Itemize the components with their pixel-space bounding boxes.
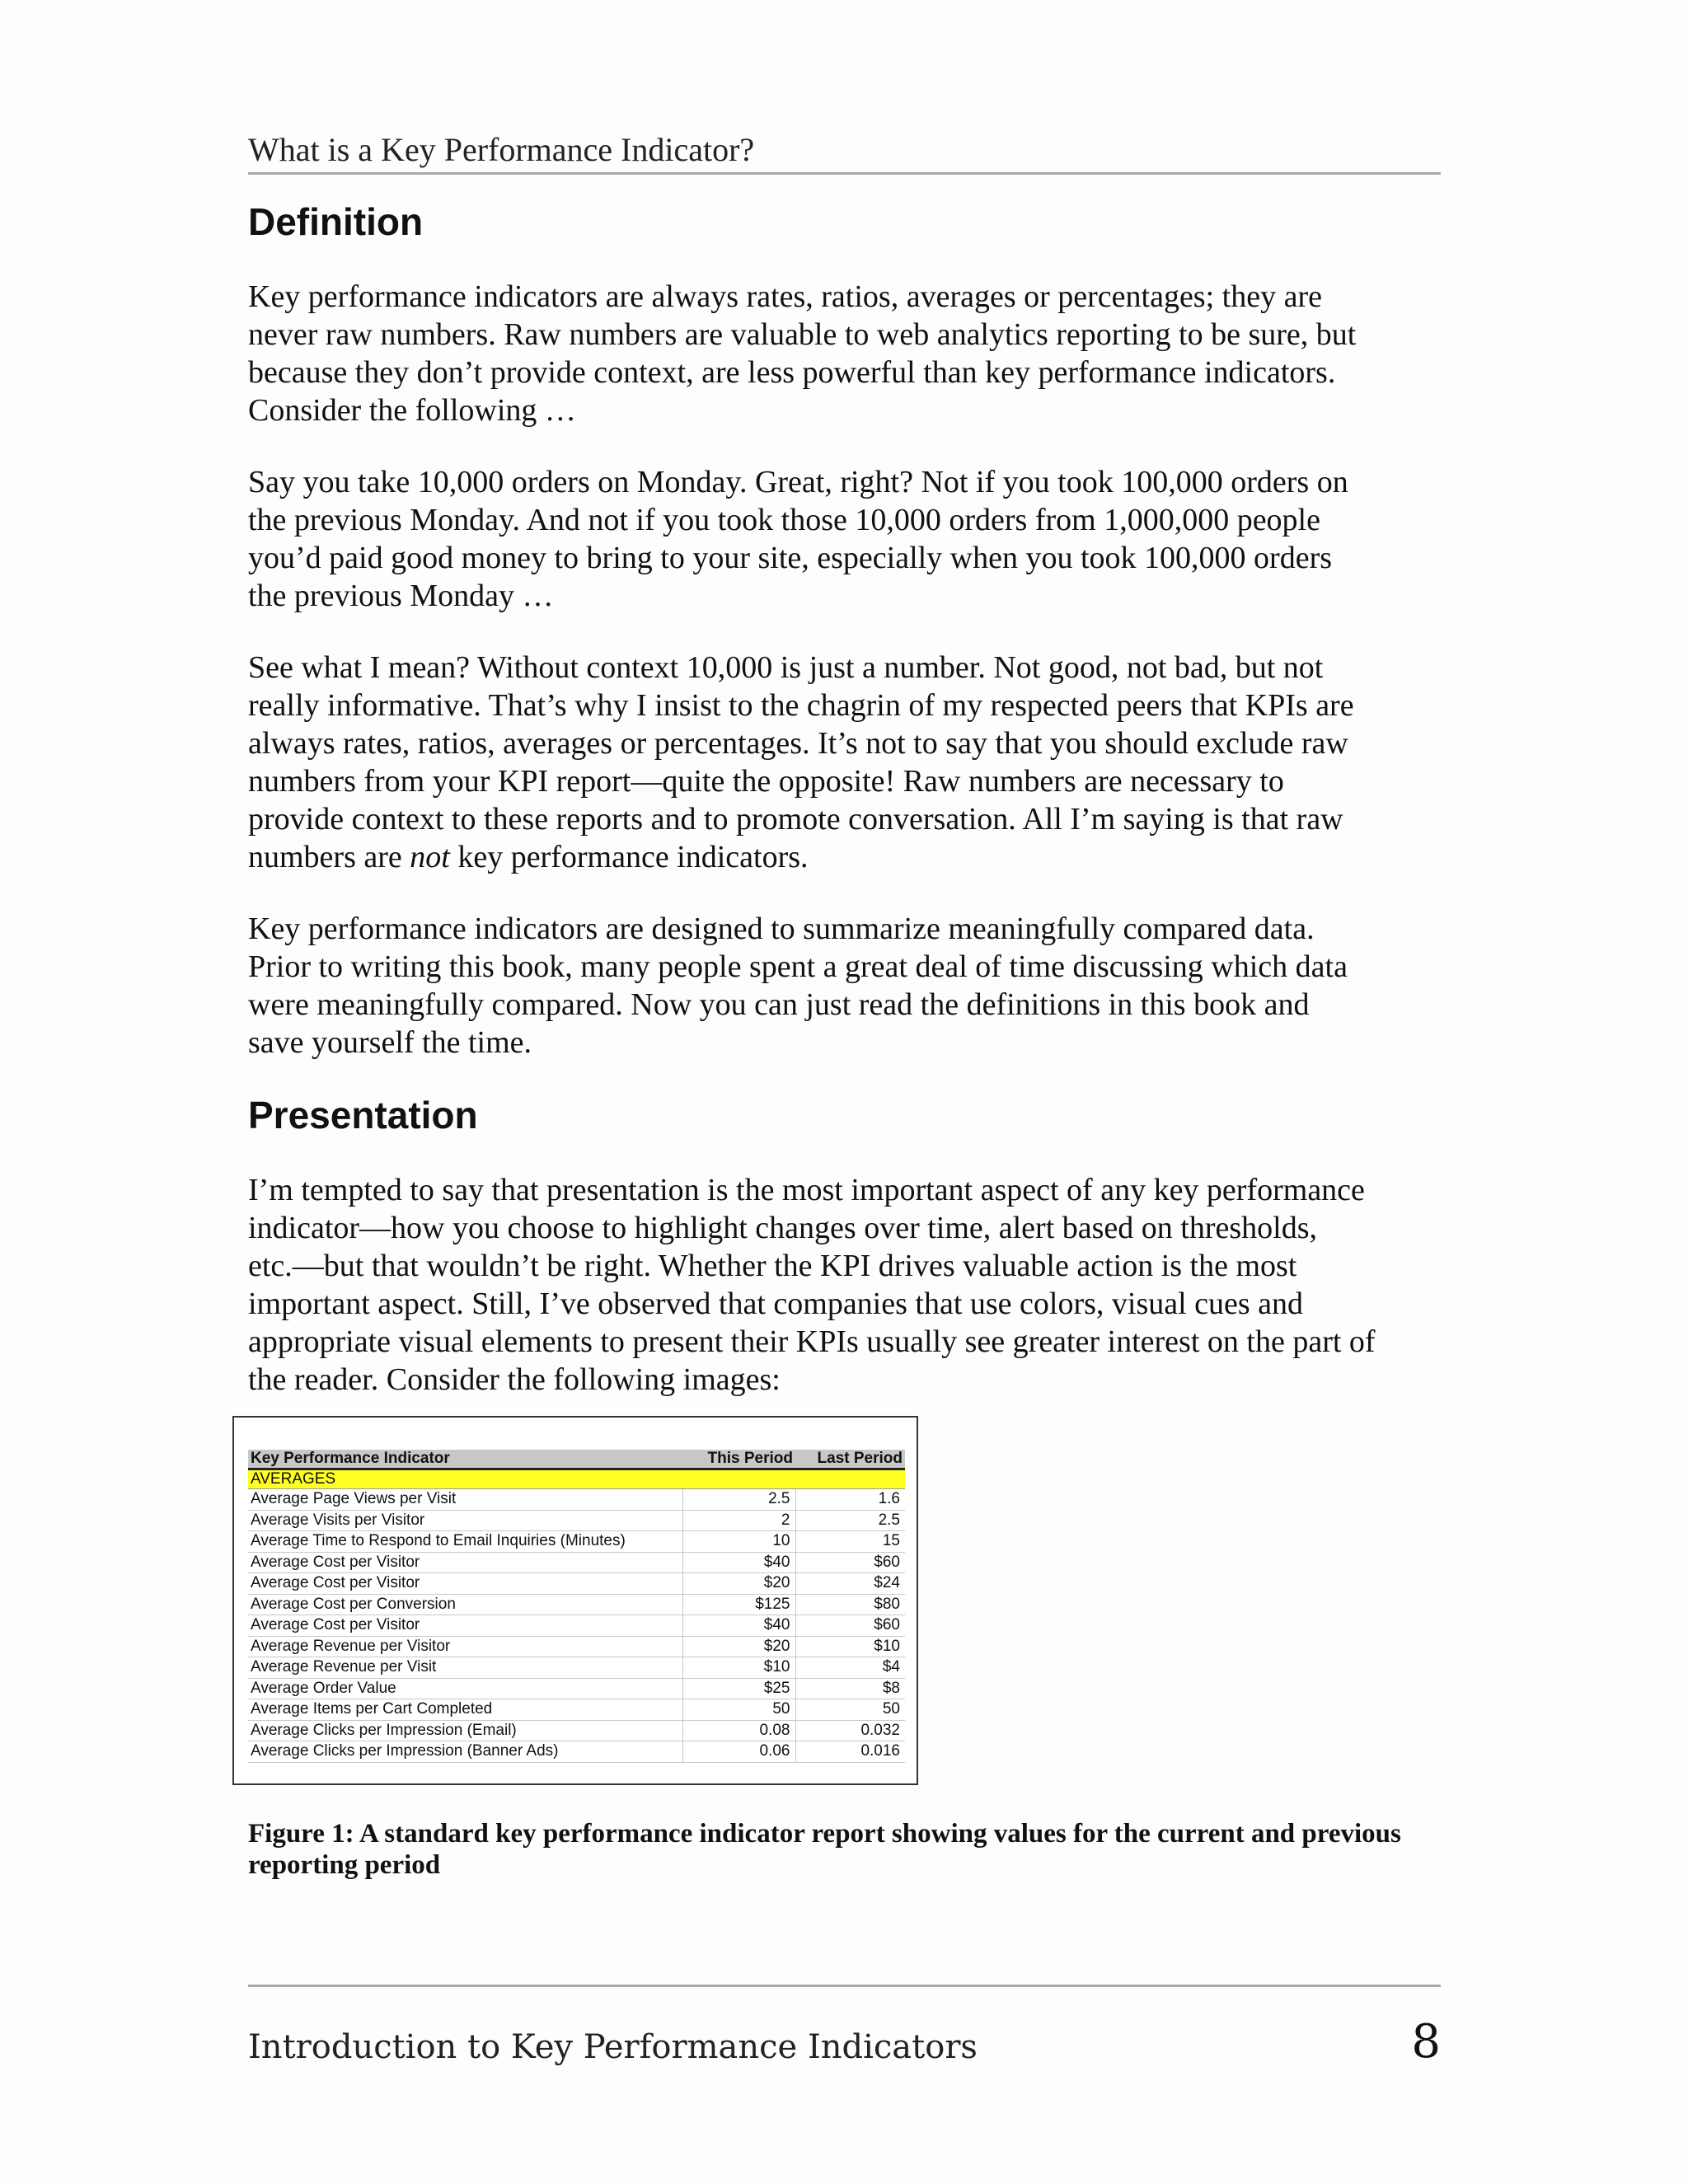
- text-line: you’d paid good money to bring to your site, especially when you took 100,000 orders: [248, 541, 1333, 575]
- this-period-cell: 50: [682, 1699, 795, 1721]
- text-line: numbers from your KPI report—quite the opposite! Raw numbers are necessary to: [248, 764, 1284, 799]
- kpi-table: [248, 1450, 905, 1763]
- page-number: 8: [1411, 2015, 1441, 2069]
- kpi-name-cell: Average Cost per Visitor: [248, 1552, 682, 1573]
- column-header: Last Period: [795, 1450, 905, 1469]
- text-line: indicator—how you choose to highlight changes over time, alert based on thresholds,: [248, 1211, 1317, 1245]
- last-period-cell: 2.5: [795, 1510, 905, 1531]
- last-period-cell: $24: [795, 1573, 905, 1595]
- this-period-cell: $20: [682, 1573, 795, 1595]
- table-row: [248, 1720, 905, 1741]
- header-rule: [248, 172, 1441, 175]
- text-line: numbers are not key performance indicators.: [248, 840, 809, 874]
- last-period-cell: 0.016: [795, 1741, 905, 1763]
- text-line: important aspect. Still, I’ve observed that companies that use colors, visual cues and: [248, 1286, 1304, 1321]
- heading-definition: Definition: [248, 200, 424, 243]
- last-period-cell: 1.6: [795, 1489, 905, 1511]
- kpi-name-cell: Average Revenue per Visit: [248, 1657, 682, 1679]
- text-line: Key performance indicators are always rates, ratios, averages or percentages; they are: [248, 279, 1322, 314]
- this-period-cell: 2: [682, 1510, 795, 1531]
- text-line: the previous Monday …: [248, 579, 554, 613]
- last-period-cell: 50: [795, 1699, 905, 1721]
- last-period-cell: $60: [795, 1615, 905, 1637]
- kpi-name-cell: Average Cost per Conversion: [248, 1594, 682, 1615]
- table-row: [248, 1636, 905, 1657]
- footer-rule: [248, 1985, 1441, 1987]
- last-period-cell: 15: [795, 1531, 905, 1553]
- table-row: [248, 1678, 905, 1699]
- emphasis-not: not: [410, 840, 450, 874]
- table-row: [248, 1489, 905, 1511]
- heading-presentation: Presentation: [248, 1094, 478, 1137]
- column-header: This Period: [682, 1450, 795, 1469]
- table-row: [248, 1510, 905, 1531]
- this-period-cell: 2.5: [682, 1489, 795, 1511]
- this-period-cell: $40: [682, 1552, 795, 1573]
- table-row: [248, 1552, 905, 1573]
- text-line: Key performance indicators are designed to summarize meaningfully compared data.: [248, 912, 1315, 946]
- this-period-cell: $10: [682, 1657, 795, 1679]
- text-line: never raw numbers. Raw numbers are valuable to web analytics reporting to be sure, but: [248, 317, 1357, 352]
- this-period-cell: 10: [682, 1531, 795, 1553]
- this-period-cell: $20: [682, 1636, 795, 1657]
- kpi-name-cell: Average Revenue per Visitor: [248, 1636, 682, 1657]
- kpi-name-cell: Average Visits per Visitor: [248, 1510, 682, 1531]
- text-line: the previous Monday. And not if you took those 10,000 orders from 1,000,000 people: [248, 503, 1320, 537]
- text-line: save yourself the time.: [248, 1025, 532, 1060]
- column-header: Key Performance Indicator: [248, 1450, 682, 1469]
- last-period-cell: $10: [795, 1636, 905, 1657]
- table-row: [248, 1573, 905, 1595]
- this-period-cell: $25: [682, 1678, 795, 1699]
- caption-line: reporting period: [248, 1850, 441, 1880]
- table-row: [248, 1657, 905, 1679]
- paragraph: [248, 278, 1451, 429]
- this-period-cell: 0.08: [682, 1720, 795, 1741]
- text-line: provide context to these reports and to promote conversation. All I’m saying is that raw: [248, 802, 1343, 837]
- text-line: Consider the following …: [248, 393, 576, 428]
- group-label: AVERAGES: [248, 1469, 905, 1489]
- table-header-row: [248, 1450, 905, 1469]
- text-line: appropriate visual elements to present their KPIs usually see greater interest on the part of: [248, 1324, 1376, 1359]
- paragraph: [248, 910, 1451, 1062]
- text-line: See what I mean? Without context 10,000 is just a number. Not good, not bad, but not: [248, 650, 1324, 685]
- text-line: the reader. Consider the following images:: [248, 1362, 781, 1397]
- kpi-name-cell: Average Cost per Visitor: [248, 1573, 682, 1595]
- last-period-cell: $4: [795, 1657, 905, 1679]
- table-row: [248, 1699, 905, 1721]
- text-line: always rates, ratios, averages or percentages. It’s not to say that you should exclude raw: [248, 726, 1348, 761]
- text-line: I’m tempted to say that presentation is the most important aspect of any key performance: [248, 1173, 1365, 1207]
- last-period-cell: $60: [795, 1552, 905, 1573]
- last-period-cell: $8: [795, 1678, 905, 1699]
- text-line: really informative. That’s why I insist to the chagrin of my respected peers that KPIs are: [248, 688, 1354, 723]
- kpi-name-cell: Average Page Views per Visit: [248, 1489, 682, 1511]
- table-row: [248, 1531, 905, 1553]
- kpi-name-cell: Average Clicks per Impression (Banner Ads): [248, 1741, 682, 1763]
- kpi-name-cell: Average Time to Respond to Email Inquiries (Minutes): [248, 1531, 682, 1553]
- running-footer: Introduction to Key Performance Indicators: [248, 2028, 978, 2066]
- text-line: Prior to writing this book, many people spent a great deal of time discussing which data: [248, 949, 1348, 984]
- figure-kpi-report: [232, 1416, 918, 1785]
- paragraph: [248, 649, 1451, 876]
- paragraph: [248, 1171, 1451, 1399]
- this-period-cell: $125: [682, 1594, 795, 1615]
- table-row: [248, 1741, 905, 1763]
- last-period-cell: 0.032: [795, 1720, 905, 1741]
- kpi-name-cell: Average Clicks per Impression (Email): [248, 1720, 682, 1741]
- text-line: were meaningfully compared. Now you can just read the definitions in this book and: [248, 987, 1310, 1022]
- table-row: [248, 1615, 905, 1637]
- text-line: Say you take 10,000 orders on Monday. Great, right? Not if you took 100,000 orders on: [248, 465, 1348, 499]
- this-period-cell: 0.06: [682, 1741, 795, 1763]
- text-line: etc.—but that wouldn’t be right. Whether the KPI drives valuable action is the most: [248, 1249, 1297, 1283]
- this-period-cell: $40: [682, 1615, 795, 1637]
- running-header: What is a Key Performance Indicator?: [248, 131, 755, 168]
- group-row: [248, 1469, 905, 1489]
- figure-caption: [248, 1818, 1451, 1881]
- paragraph: [248, 463, 1451, 615]
- kpi-name-cell: Average Order Value: [248, 1678, 682, 1699]
- kpi-name-cell: Average Items per Cart Completed: [248, 1699, 682, 1721]
- last-period-cell: $80: [795, 1594, 905, 1615]
- kpi-name-cell: Average Cost per Visitor: [248, 1615, 682, 1637]
- caption-line: Figure 1: A standard key performance indicator report showing values for the current and previous: [248, 1819, 1401, 1849]
- table-row: [248, 1594, 905, 1615]
- text-line: because they don’t provide context, are less powerful than key performance indicators.: [248, 355, 1336, 390]
